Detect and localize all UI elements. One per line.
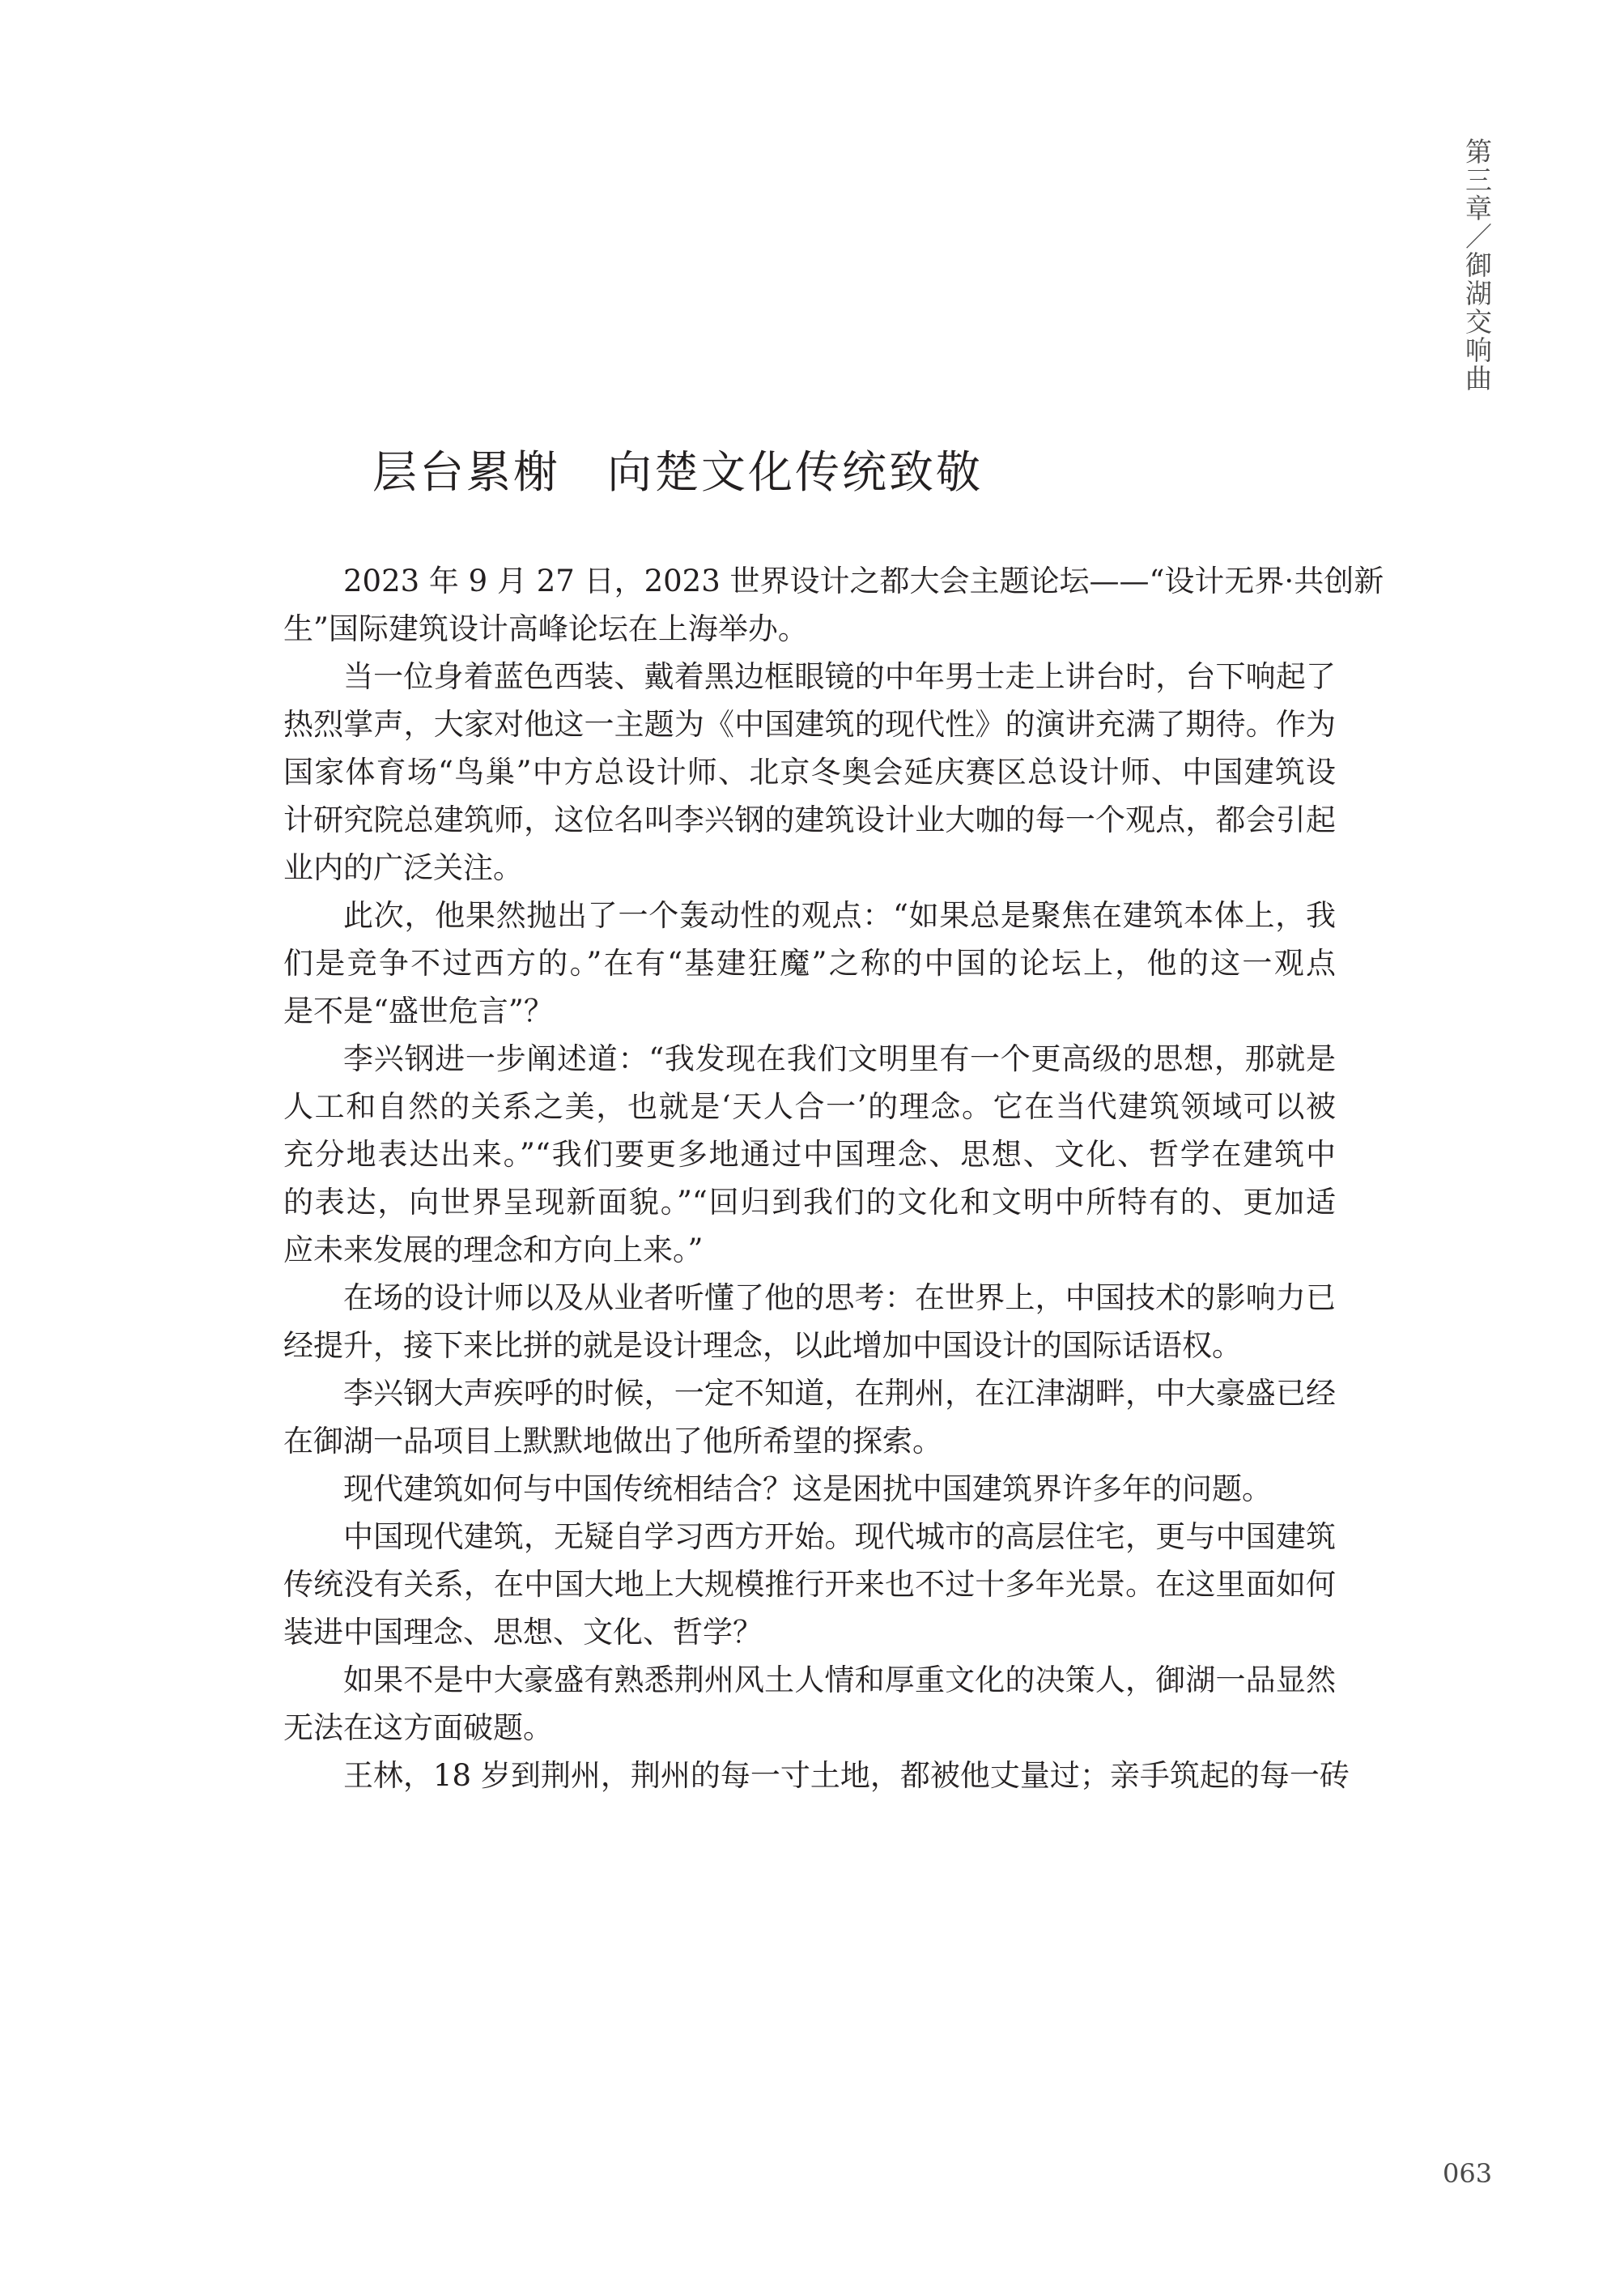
paragraph [283,557,1384,653]
paragraph [283,892,1336,1035]
text-line: 李兴钢大声疾呼的时候，一定不知道，在荆州，在江津湖畔，中大豪盛已经 [343,1376,1336,1411]
text-line: 在场的设计师以及从业者听懂了他的思考：在世界上，中国技术的影响力已 [343,1280,1336,1315]
page-title: 层台累榭 向楚文化传统致敬 [372,446,984,498]
paragraph [283,1035,1336,1274]
text-line: 计研究院总建筑师，这位名叫李兴钢的建筑设计业大咖的每一个观点，都会引起 [283,803,1336,837]
text-line: 经提升，接下来比拼的就是设计理念，以此增加中国设计的国际话语权。 [283,1328,1242,1363]
paragraph [283,1513,1336,1656]
paragraph [283,1369,1336,1465]
text-line: 业内的广泛关注。 [283,850,523,885]
page-number: 063 [1443,2158,1493,2189]
text-line: 当一位身着蓝色西装、戴着黑边框眼镜的中年男士走上讲台时，台下响起了 [343,659,1336,694]
text-line: 此次，他果然抛出了一个轰动性的观点：“如果总是聚焦在建筑本体上，我 [343,898,1336,933]
text-line: 无法在这方面破题。 [283,1710,553,1745]
text-line: 装进中国理念、思想、文化、哲学？ [283,1615,763,1650]
body-text [283,557,1384,1799]
text-line: 人工和自然的关系之美，也就是‘天人合一’的理念。它在当代建筑领域可以被 [283,1089,1336,1124]
text-line: 热烈掌声，大家对他这一主题为《中国建筑的现代性》的演讲充满了期待。作为 [283,707,1336,742]
text-line: 2023 年 9 月 27 日，2023 世界设计之都大会主题论坛——“设计无界·共创新 [343,564,1384,598]
text-line: 如果不是中大豪盛有熟悉荆州风土人情和厚重文化的决策人，御湖一品显然 [343,1663,1336,1697]
text-line: 李兴钢进一步阐述道：“我发现在我们文明里有一个更高级的思想，那就是 [343,1041,1336,1076]
text-line: 中国现代建筑，无疑自学习西方开始。现代城市的高层住宅，更与中国建筑 [343,1519,1336,1554]
text-line: 现代建筑如何与中国传统相结合？这是困扰中国建筑界许多年的问题。 [343,1471,1272,1506]
text-line: 在御湖一品项目上默默地做出了他所希望的探索。 [283,1424,942,1458]
paragraph [283,1656,1336,1752]
running-head: 第三章／御湖交响曲 [1461,138,1493,393]
text-line: 的表达，向世界呈现新面貌。”“回归到我们的文化和文明中所特有的、更加适 [283,1185,1336,1220]
text-line: 生”国际建筑设计高峰论坛在上海举办。 [283,611,808,646]
text-line: 传统没有关系，在中国大地上大规模推行开来也不过十多年光景。在这里面如何 [283,1567,1336,1602]
paragraph [283,653,1336,892]
text-line: 们是竞争不过西方的。”在有“基建狂魔”之称的中国的论坛上，他的这一观点 [283,946,1336,981]
paragraph [283,1274,1336,1369]
text-line: 是不是“盛世危言”？ [283,994,554,1028]
paragraph [283,1752,1350,1799]
text-line: 国家体育场“鸟巢”中方总设计师、北京冬奥会延庆赛区总设计师、中国建筑设 [283,755,1336,790]
text-line: 王林，18 岁到荆州，荆州的每一寸土地，都被他丈量过；亲手筑起的每一砖 [343,1758,1350,1793]
text-line: 充分地表达出来。”“我们要更多地通过中国理念、思想、文化、哲学在建筑中 [283,1137,1336,1172]
paragraph [283,1465,1336,1513]
text-line: 应未来发展的理念和方向上来。” [283,1233,704,1267]
